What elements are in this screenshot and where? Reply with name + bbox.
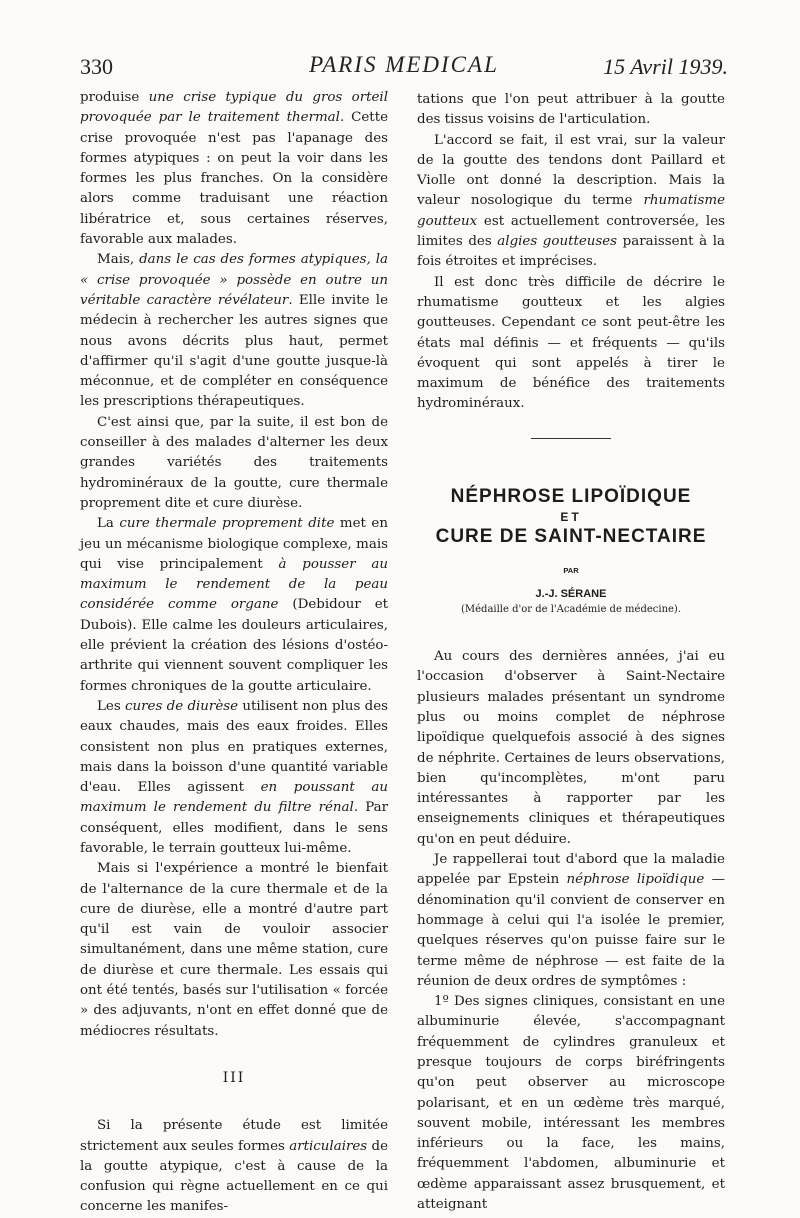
byline-par: PAR xyxy=(563,565,579,575)
italic-run: à pousser au maximum le rendement de la peau considérée comme organe xyxy=(80,556,388,613)
text-run: — dénomination qu'il convient de conserver en hommage à celui qui l'a isolée le premier, quelques réserves qu'on puisse faire sur le terme même de néphrose — est faite de la réunion de deux ordres de symptômes : xyxy=(417,872,726,989)
paragraph xyxy=(417,647,725,850)
article-title xyxy=(417,485,725,549)
paragraph xyxy=(80,1116,388,1217)
section-heading: III xyxy=(222,1069,246,1086)
text-run: de la goutte atypique, c'est à cause de la confusion qui règne actuellement en ce qui concerne les manifes- xyxy=(80,1138,388,1215)
paragraph xyxy=(417,992,725,1215)
text-run: . Elle invite le médecin à rechercher les autres signes que nous avons décrits plus haut, permet d'affirmer qu'il s'agit d'une goutte jusque-là méconnue, et de compléter en conséquence les prescriptions thérapeutiques. xyxy=(80,292,388,410)
text-run: paraissent à la fois étroites et imprécises. xyxy=(417,234,726,270)
text-run: La xyxy=(97,516,120,532)
right-column xyxy=(417,90,725,1215)
text-run: 1º Des signes cliniques, consistant en une albuminurie élevée, s'accompagnant fréquemment de cylindres granuleux et presque toujours de corps biréfringents qu'on peut observer au microscope polarisant, et en un œdème très marqué, souvent mobile, intéressant les membres inférieurs ou la face, les mains, fréquemment l'abdomen, albuminurie et œdème apparaissant assez brusquement, et atteignant xyxy=(417,994,725,1213)
article-title-line1: NÉPHROSE LIPOÏDIQUE xyxy=(450,485,692,507)
italic-run: cures de diurèse xyxy=(125,698,239,714)
page-header xyxy=(80,50,728,84)
left-column xyxy=(80,88,388,1218)
text-run: utilisent non plus des eaux chaudes, mais des eaux froides. Elles consistent non plus en pratiques externes, mais dans la boisson d'une quantité variable d'eau. Elles agissent xyxy=(80,698,388,796)
paragraph xyxy=(417,850,725,992)
text-run: Les xyxy=(97,698,126,714)
italic-run: cure thermale proprement dite xyxy=(119,516,335,532)
paragraph xyxy=(417,273,725,415)
text-run: . Par conséquent, elles modifient, dans le sens favorable, le terrain goutteux lui-même. xyxy=(80,800,388,856)
paragraph xyxy=(417,90,725,131)
text-run: Mais si l'expérience a montré le bienfait de l'alternance de la cure thermale et de la cure de diurèse, elle a montré d'autre part qu'il est vain de vouloir associer simultanément, dans une même station, cure de diurèse et cure thermale. Les essais qui ont été tentés, basés sur l'utilisation « forcée » des adjuvants, n'ont en effet donné que de médiocres résultats. xyxy=(80,861,388,1039)
italic-run: rhumatisme goutteux xyxy=(417,193,725,229)
journal-title: PARIS MEDICAL xyxy=(309,52,499,77)
article-title-et: ET xyxy=(560,509,582,524)
text-run: Je rappellerai tout d'abord que la maladie appelée par Epstein xyxy=(417,852,725,888)
separator-rule xyxy=(531,438,611,439)
italic-run: en poussant au maximum le rendement du filtre rénal xyxy=(80,780,388,816)
text-run: Au cours des dernières années, j'ai eu l'occasion d'observer à Saint-Nectaire plusieurs malades présentant un syndrome plus ou moins complet de néphrose lipoïdique quelquefois associé à des signes de néphrite. Certaines de leurs observations, bien qu'incomplètes, m'ont paru intéressantes à rapporter par les enseignements cliniques et thérapeutiques qu'on en peut déduire. xyxy=(417,649,725,847)
issue-date: 15 Avril 1939. xyxy=(603,54,728,79)
paragraph xyxy=(80,88,388,250)
paragraph xyxy=(80,413,388,514)
text-run: Il est donc très difficile de décrire le rhumatisme goutteux et les algies goutteuses. Cependant ce sont peut-être les états mal définis — et fréquents — qu'ils évoquent qui sont appelés à tirer le maximum de bénéfice des traitements hydrominéraux. xyxy=(417,274,725,412)
text-run: Mais, xyxy=(97,252,140,268)
text-run: est actuellement controversée, les limites des xyxy=(417,213,725,250)
italic-run: dans le cas des formes atypiques, la « crise provoquée » possède en outre un véritable caractère révélateur xyxy=(80,252,388,308)
text-run: produise xyxy=(80,90,149,105)
paragraph xyxy=(80,514,388,697)
italic-run: néphrose lipoïdique xyxy=(566,872,705,888)
author-affiliation: (Médaille d'or de l'Académie de médecine). xyxy=(460,604,682,616)
paragraph xyxy=(80,250,388,412)
author-name: J.-J. SÉRANE xyxy=(535,588,607,601)
text-run: met en jeu un mécanisme biologique complexe, mais qui vise principalement xyxy=(80,516,388,572)
text-run: Si la présente étude est limitée strictement aux seules formes xyxy=(80,1118,388,1154)
text-run: C'est ainsi que, par la suite, il est bon de conseiller à des malades d'alterner les deux grandes variétés des traitements hydrominéraux de la goutte, cure thermale proprement dite et cure diurèse. xyxy=(80,414,388,511)
text-run: . Cette crise provoquée n'est pas l'apanage des formes atypiques : on peut la voir dans les formes les plus franches. On la considère alors comme traduisant une réaction libératrice et, sous certaines réserves, favorable aux malades. xyxy=(80,110,388,248)
italic-run: articulaires xyxy=(289,1138,368,1154)
page-number: 330 xyxy=(80,54,113,79)
paragraph xyxy=(80,697,388,859)
italic-run: algies goutteuses xyxy=(497,234,618,250)
paragraph xyxy=(80,859,388,1042)
text-run: L'accord se fait, il est vrai, sur la valeur de la goutte des tendons dont Paillard et Violle ont donné la description. Mais la valeur nosologique du terme xyxy=(417,132,725,209)
article-title-line2: CURE DE SAINT-NECTAIRE xyxy=(435,525,707,547)
text-run: tations que l'on peut attribuer à la goutte des tissus voisins de l'articulation. xyxy=(417,92,725,128)
italic-run: une crise typique du gros orteil provoquée par le traitement thermal xyxy=(80,90,388,126)
text-run: (Debidour et Dubois). Elle calme les douleurs articulaires, elle prévient la création des lésions d'ostéo-arthrite qui viennent souvent compliquer les formes chroniques de la goutte articulaire. xyxy=(80,597,388,694)
paragraph xyxy=(417,131,725,273)
